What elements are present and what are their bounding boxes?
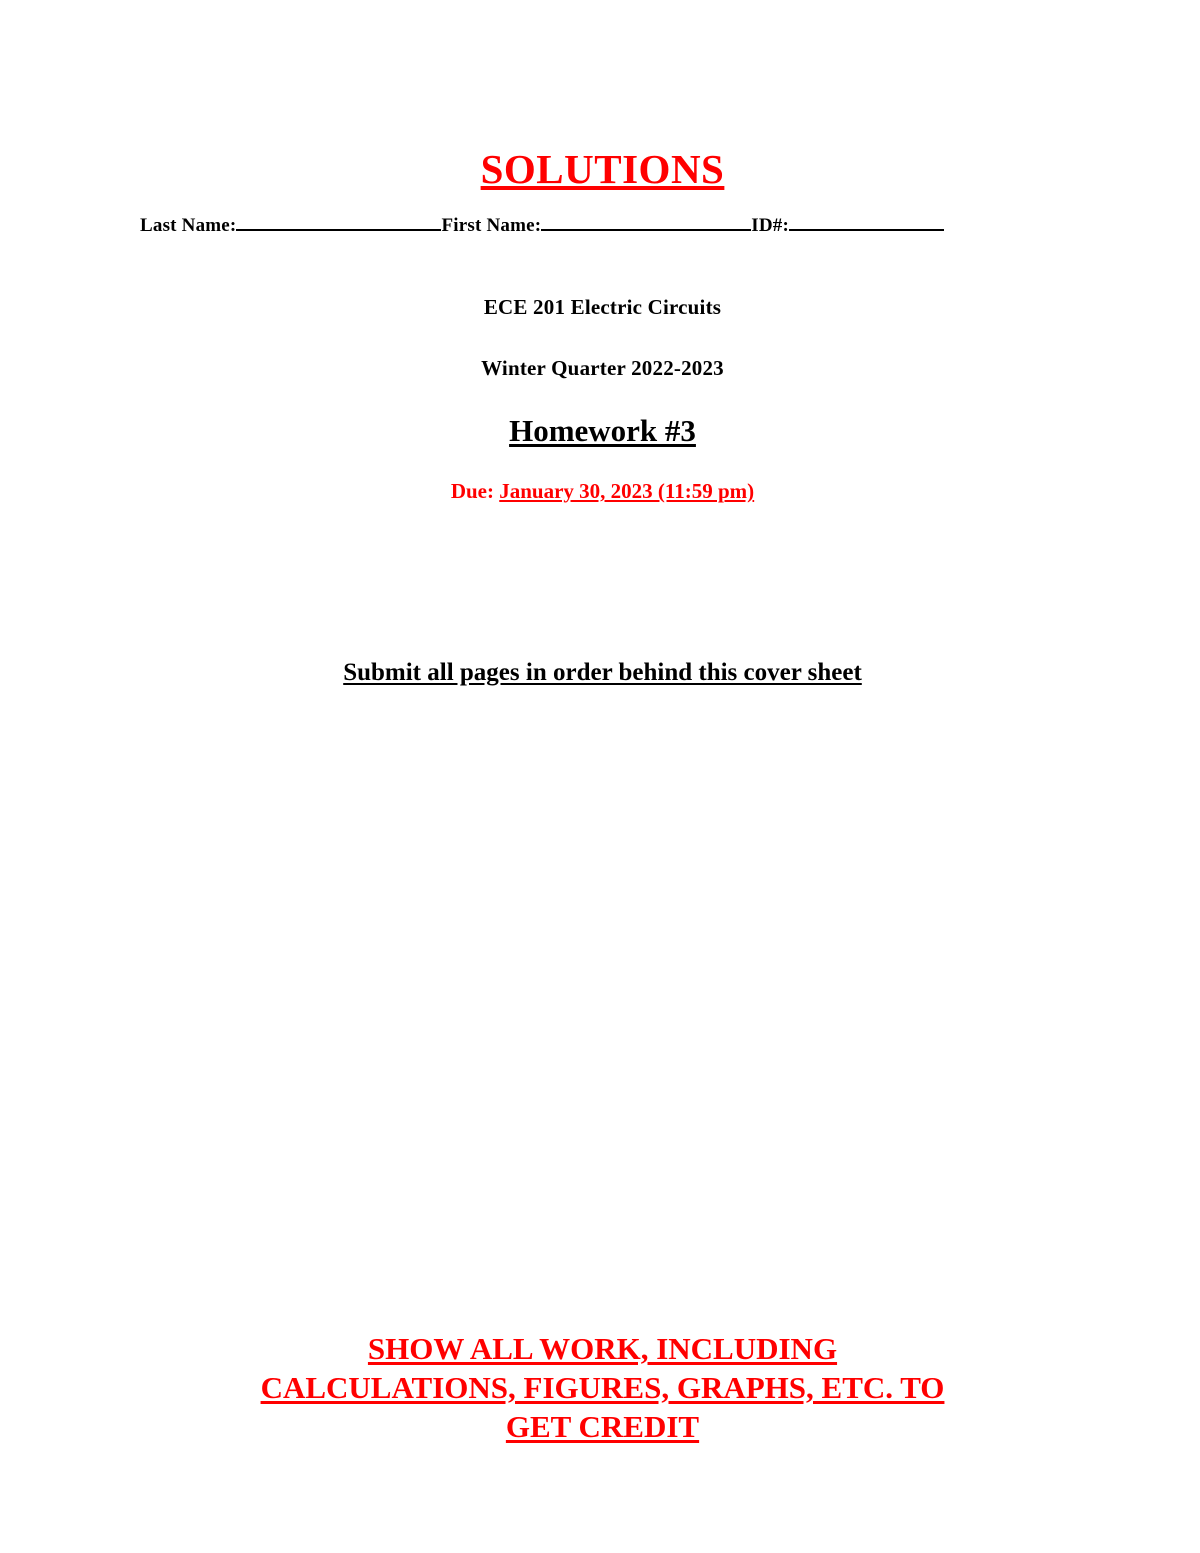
id-label: ID#: bbox=[751, 215, 790, 236]
due-date-line bbox=[140, 479, 1065, 504]
last-name-label: Last Name: bbox=[140, 215, 237, 236]
document-content bbox=[140, 0, 1065, 687]
footer-notice bbox=[140, 1330, 1065, 1446]
footer-notice-line-2: CALCULATIONS, FIGURES, GRAPHS, ETC. TO bbox=[260, 1369, 945, 1405]
submit-instruction-text: Submit all pages in order behind this cover sheet bbox=[343, 659, 862, 686]
due-label: Due: bbox=[450, 479, 500, 503]
due-value: January 30, 2023 (11:59 pm) bbox=[499, 479, 755, 503]
course-block bbox=[140, 295, 1065, 381]
submit-instruction bbox=[140, 659, 1065, 687]
solutions-heading bbox=[140, 145, 1065, 193]
quarter-title: Winter Quarter 2022-2023 bbox=[481, 356, 724, 380]
first-name-label: First Name: bbox=[441, 215, 542, 236]
course-title: ECE 201 Electric Circuits bbox=[483, 295, 722, 319]
footer-notice-line-3: GET CREDIT bbox=[505, 1408, 700, 1444]
last-name-input[interactable] bbox=[236, 229, 441, 231]
solutions-heading-text: SOLUTIONS bbox=[480, 146, 725, 192]
assignment-title bbox=[140, 413, 1065, 449]
student-info-line bbox=[140, 215, 1065, 237]
id-input[interactable] bbox=[789, 229, 944, 231]
assignment-title-text: Homework #3 bbox=[509, 413, 696, 448]
first-name-input[interactable] bbox=[541, 229, 751, 231]
footer-notice-line-1: SHOW ALL WORK, INCLUDING bbox=[367, 1331, 838, 1366]
